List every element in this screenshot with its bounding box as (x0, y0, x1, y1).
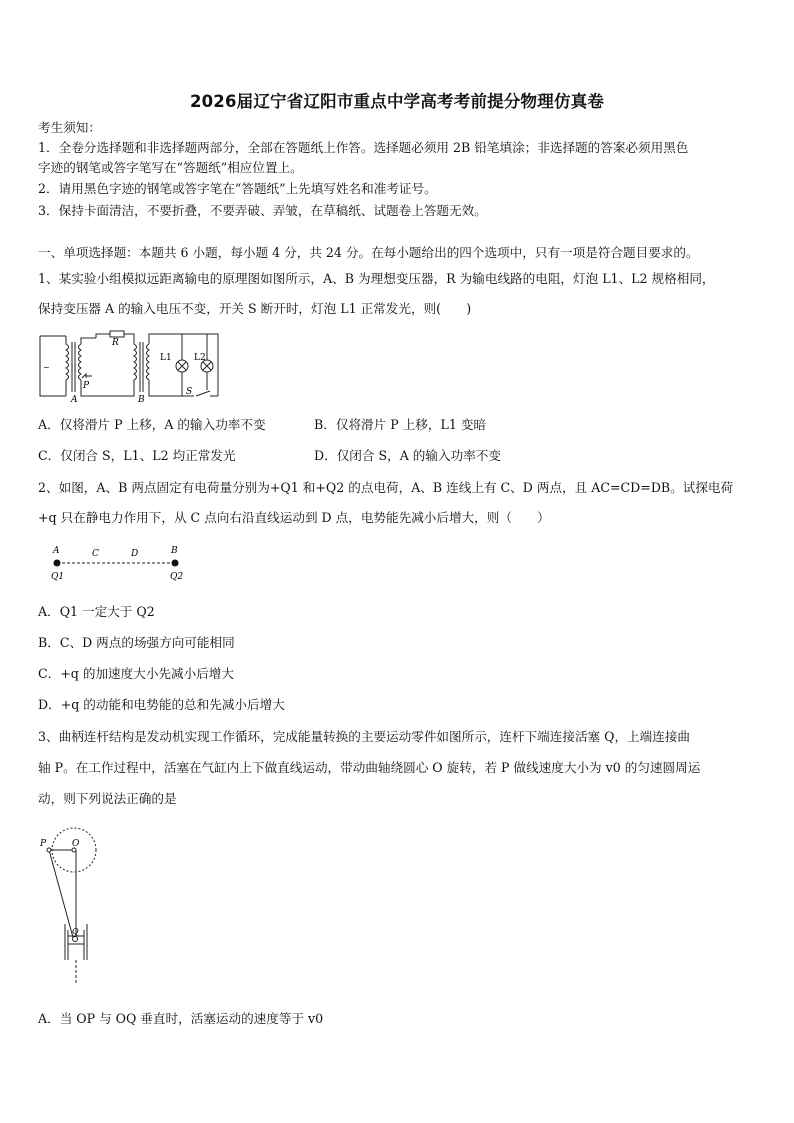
q3-crank-diagram (36, 826, 108, 986)
page-title: 2026届辽宁省辽阳市重点中学高考考前提分物理仿真卷 (189, 92, 605, 111)
q3-stem: 动，则下列说法正确的是 (38, 791, 177, 806)
ac-source-mark: ~ (43, 363, 50, 372)
charge-a (54, 560, 61, 567)
q2-option-b: B．C、D 两点的场强方向可能相同 (38, 635, 235, 650)
q1-stem: 1、某实验小组模拟远距离输电的原理图如图所示，A、B 为理想变压器，R 为输电线路的电阻，灯泡 L1、L2 规格相同， (38, 271, 715, 286)
q1-option-c: C．仅闭合 S，L1、L2 均正常发光 (38, 448, 236, 463)
q1-option-a: A．仅将滑片 P 上移，A 的输入功率不变 (38, 417, 266, 432)
label-l1: L1 (160, 353, 172, 363)
label-o: O (72, 839, 80, 849)
notice-heading: 考生须知： (38, 120, 101, 135)
label-c: C (92, 549, 99, 559)
q3-stem: 轴 P。在工作过程中，活塞在气缸内上下做直线运动，带动曲轴绕圆心 O 旋转，若 P 做线速度大小为 v0 的匀速圆周运 (38, 760, 701, 775)
q2-stem: 2、如图，A、B 两点固定有电荷量分别为+Q1 和+Q2 的点电荷，A、B 连线上有 C、D 两点，且 AC=CD=DB。试探电荷 (38, 480, 734, 495)
label-q: Q (72, 927, 79, 936)
q1-option-d: D．仅闭合 S，A 的输入功率不变 (314, 448, 501, 463)
notice-item: 2．请用黑色字迹的钢笔或答字笔在“答题纸”上先填写姓名和准考证号。 (38, 181, 437, 196)
q3-stem: 3、曲柄连杆结构是发动机实现工作循环，完成能量转换的主要运动零件如图所示，连杆下端连接活塞 Q，上端连接曲 (38, 729, 691, 744)
section-heading: 一、单项选择题：本题共 6 小题，每小题 4 分，共 24 分。在每小题给出的四个选项中，只有一项是符合题目要求的。 (38, 245, 699, 260)
label-p: P (40, 839, 47, 849)
label-q2: Q2 (170, 572, 184, 582)
label-a: A (53, 546, 60, 556)
charge-b (172, 560, 179, 567)
q2-charges-diagram (48, 543, 194, 583)
label-b: B (171, 546, 178, 556)
notice-item: 3．保持卡面清洁，不要折叠，不要弄破、弄皱，在草稿纸、试题卷上答题无效。 (38, 203, 487, 218)
q2-stem: +q 只在静电力作用下，从 C 点向右沿直线运动到 D 点，电势能先减小后增大，则（ ） (38, 510, 550, 525)
notice-item: 1．全卷分选择题和非选择题两部分，全部在答题纸上作答。选择题必须用 2B 铅笔填涂；非选择题的答案必须用黑色 (38, 140, 689, 155)
notice-item: 字迹的钢笔或答字笔写在“答题纸”相应位置上。 (38, 160, 303, 175)
label-l2: L2 (194, 353, 206, 363)
label-p: P (83, 381, 90, 391)
label-b: B (138, 395, 145, 402)
q2-option-d: D．+q 的动能和电势能的总和先减小后增大 (38, 697, 285, 712)
label-r: R (112, 338, 119, 348)
label-q1: Q1 (51, 572, 65, 582)
q2-option-c: C．+q 的加速度大小先减小后增大 (38, 666, 234, 681)
label-s: S (186, 387, 193, 397)
q3-option-a: A．当 OP 与 OQ 垂直时，活塞运动的速度等于 v0 (38, 1011, 324, 1026)
q1-option-b: B．仅将滑片 P 上移，L1 变暗 (314, 417, 487, 432)
label-a: A (71, 395, 78, 402)
q2-option-a: A．Q1 一定大于 Q2 (38, 604, 155, 619)
label-d: D (131, 549, 139, 559)
q1-stem: 保持变压器 A 的输入电压不变，开关 S 断开时，灯泡 L1 正常发光，则( ) (38, 301, 472, 316)
q1-circuit-diagram (36, 330, 222, 402)
